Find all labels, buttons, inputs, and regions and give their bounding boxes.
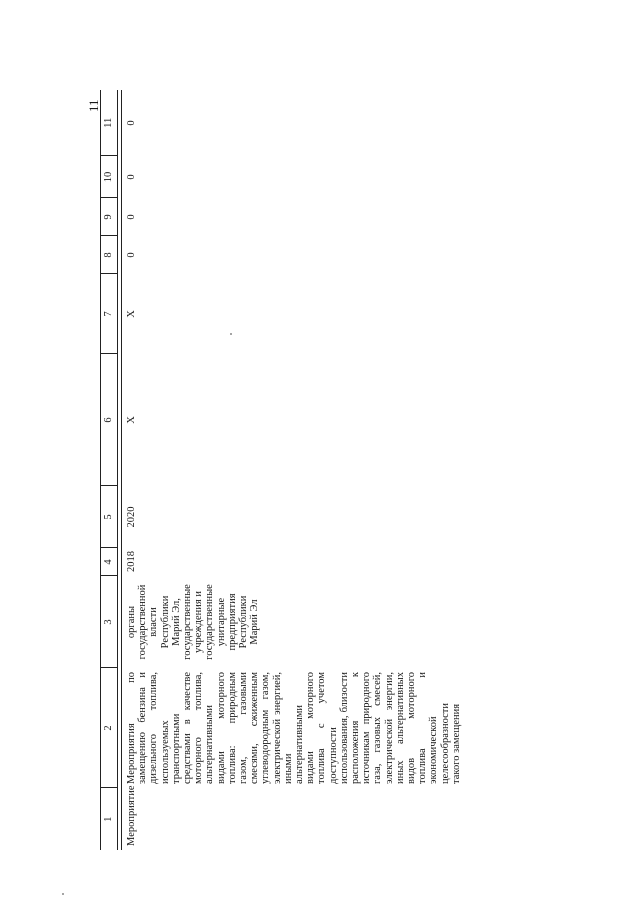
cell-col8: 0 (126, 252, 137, 258)
cell-col11: 0 (126, 120, 137, 126)
header-cell: 7 (101, 274, 118, 354)
cell-type: Мероприятие (126, 785, 137, 846)
header-cell: 8 (101, 236, 118, 274)
cell-executors: органы государственной власти Республики Марий Эл, государственные учреждения и государственные унитарные предприятия Республики Марий Эл (126, 584, 261, 660)
cell-col9: 0 (126, 214, 137, 220)
header-cell: 4 (101, 548, 118, 576)
cell-col10: 0 (126, 174, 137, 180)
header-row (101, 90, 118, 850)
header-cell: 10 (101, 156, 118, 198)
cell-description: Мероприятия по замещению бензина и дизельного топлива, используемых транспортными средствами в качестве моторного топлива, альтернативными видами моторного топлива: природным газом, газовыми смесями, сжиженным углеводородным газом, электрической энергией, иными альтернативными видами моторного топлива с учетом доступности использования, близости расположения к источникам природного газа, газовых смесей, электрической энергии, иных альтернативных видов моторного топлива и экономической целесообразности такого замещения (126, 672, 462, 784)
header-cell: 5 (101, 486, 118, 548)
activities-table (100, 90, 466, 850)
header-cell: 3 (101, 576, 118, 668)
header-cell: 2 (101, 668, 118, 788)
header-cell: 11 (101, 90, 118, 156)
scan-speck (62, 893, 64, 895)
rotated-page (86, 90, 570, 850)
page-number: 11 (86, 99, 101, 112)
header-cell: 1 (101, 788, 118, 850)
table-row (122, 90, 467, 850)
cell-end-year: 2020 (126, 506, 137, 528)
cell-col6: Х (126, 416, 137, 424)
cell-start-year: 2018 (126, 551, 137, 572)
scan-speck (230, 333, 232, 335)
cell-col7: Х (126, 310, 137, 318)
header-cell: 6 (101, 354, 118, 486)
header-cell: 9 (101, 198, 118, 236)
